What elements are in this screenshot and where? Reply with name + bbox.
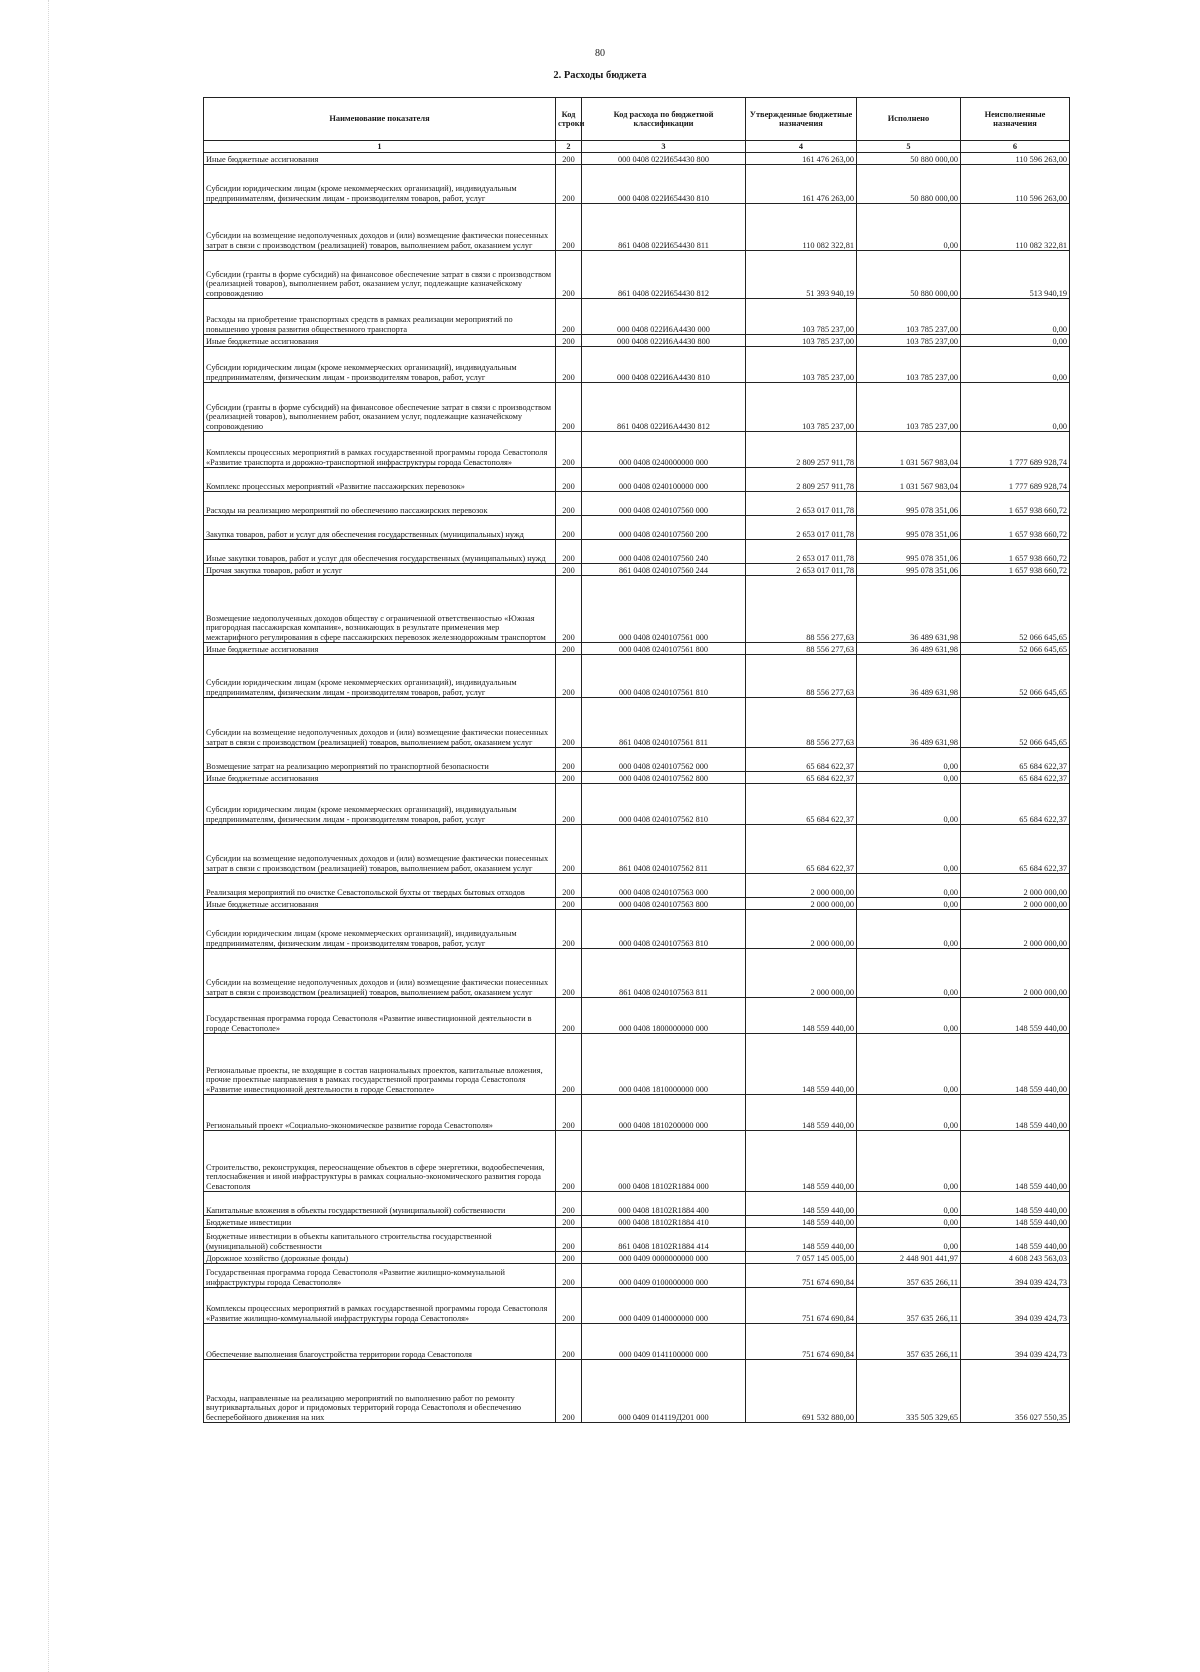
row-approved: 751 674 690,84 (746, 1324, 857, 1360)
expenses-table (203, 97, 1070, 1423)
row-name: Возмещение недополученных доходов обществу с ограниченной ответственностью «Южная пригородная пассажирская компания», возникающих в результате применения мер межтарифного регулирования в сфере пассажирских перевозок железнодорожным транспортом (204, 576, 556, 643)
row-budget-code: 000 0408 1800000000 000 (582, 998, 746, 1034)
row-budget-code: 000 0409 0141100000 000 (582, 1324, 746, 1360)
row-unexecuted: 52 066 645,65 (961, 698, 1070, 748)
row-name: Иные закупки товаров, работ и услуг для обеспечения государственных (муниципальных) нужд (204, 540, 556, 564)
row-approved: 2 653 017 011,78 (746, 516, 857, 540)
row-approved: 51 393 940,19 (746, 251, 857, 299)
header-line-code: Код строки (556, 98, 582, 141)
row-budget-code: 000 0408 0240107561 000 (582, 576, 746, 643)
table-row (204, 1228, 1070, 1252)
row-line-code: 200 (556, 1324, 582, 1360)
row-line-code: 200 (556, 204, 582, 251)
row-unexecuted: 0,00 (961, 347, 1070, 383)
row-name: Расходы, направленные на реализацию мероприятий по выполнению работ по ремонту внутриквартальных дорог и придомовых территорий города Севастополя и обеспечению бесперебойного движения на них (204, 1360, 556, 1423)
row-name: Прочая закупка товаров, работ и услуг (204, 564, 556, 576)
row-unexecuted: 110 596 263,00 (961, 153, 1070, 165)
table-row (204, 1216, 1070, 1228)
row-line-code: 200 (556, 998, 582, 1034)
header-unexecuted: Неисполненные назначения (961, 98, 1070, 141)
row-unexecuted: 394 039 424,73 (961, 1288, 1070, 1324)
row-name: Расходы на приобретение транспортных средств в рамках реализации мероприятий по повышению уровня развития общественного транспорта (204, 299, 556, 335)
row-approved: 65 684 622,37 (746, 748, 857, 772)
table-row (204, 784, 1070, 825)
row-executed: 50 880 000,00 (857, 165, 961, 204)
row-approved: 148 559 440,00 (746, 1034, 857, 1095)
row-executed: 0,00 (857, 1131, 961, 1192)
row-executed: 0,00 (857, 910, 961, 949)
row-budget-code: 000 0408 0240107560 240 (582, 540, 746, 564)
row-approved: 2 000 000,00 (746, 898, 857, 910)
row-name: Комплекс процессных мероприятий «Развитие пассажирских перевозок» (204, 468, 556, 492)
table-row (204, 998, 1070, 1034)
row-approved: 65 684 622,37 (746, 784, 857, 825)
row-executed: 357 635 266,11 (857, 1324, 961, 1360)
row-line-code: 200 (556, 576, 582, 643)
row-line-code: 200 (556, 516, 582, 540)
row-executed: 0,00 (857, 949, 961, 998)
row-name: Закупка товаров, работ и услуг для обеспечения государственных (муниципальных) нужд (204, 516, 556, 540)
table-row (204, 898, 1070, 910)
row-approved: 2 809 257 911,78 (746, 432, 857, 468)
table-row (204, 949, 1070, 998)
table-row (204, 347, 1070, 383)
row-executed: 103 785 237,00 (857, 383, 961, 432)
row-unexecuted: 1 657 938 660,72 (961, 492, 1070, 516)
row-executed: 0,00 (857, 748, 961, 772)
row-executed: 0,00 (857, 784, 961, 825)
row-approved: 148 559 440,00 (746, 1192, 857, 1216)
row-unexecuted: 2 000 000,00 (961, 949, 1070, 998)
scan-margin-line (48, 0, 49, 1672)
row-unexecuted: 394 039 424,73 (961, 1264, 1070, 1288)
table-row (204, 1192, 1070, 1216)
row-approved: 2 653 017 011,78 (746, 564, 857, 576)
row-name: Субсидии юридическим лицам (кроме некоммерческих организаций), индивидуальным предпринимателям, физическим лицам - производителям товаров, работ, услуг (204, 165, 556, 204)
row-unexecuted: 1 777 689 928,74 (961, 432, 1070, 468)
row-line-code: 200 (556, 1131, 582, 1192)
row-unexecuted: 148 559 440,00 (961, 1095, 1070, 1131)
table-row (204, 825, 1070, 874)
table-row (204, 1131, 1070, 1192)
row-unexecuted: 65 684 622,37 (961, 784, 1070, 825)
row-unexecuted: 2 000 000,00 (961, 910, 1070, 949)
row-budget-code: 000 0408 0240100000 000 (582, 468, 746, 492)
table-row (204, 165, 1070, 204)
row-budget-code: 000 0408 0240107562 810 (582, 784, 746, 825)
row-name: Иные бюджетные ассигнования (204, 898, 556, 910)
row-approved: 751 674 690,84 (746, 1288, 857, 1324)
row-approved: 103 785 237,00 (746, 335, 857, 347)
table-row (204, 1324, 1070, 1360)
row-name: Иные бюджетные ассигнования (204, 335, 556, 347)
row-unexecuted: 65 684 622,37 (961, 825, 1070, 874)
row-approved: 161 476 263,00 (746, 153, 857, 165)
row-approved: 2 000 000,00 (746, 910, 857, 949)
row-line-code: 200 (556, 564, 582, 576)
row-executed: 0,00 (857, 874, 961, 898)
row-name: Капитальные вложения в объекты государственной (муниципальной) собственности (204, 1192, 556, 1216)
header-budget-code: Код расхода по бюджетной классификации (582, 98, 746, 141)
row-line-code: 200 (556, 153, 582, 165)
row-line-code: 200 (556, 1252, 582, 1264)
table-row (204, 772, 1070, 784)
row-line-code: 200 (556, 432, 582, 468)
row-line-code: 200 (556, 1264, 582, 1288)
row-budget-code: 861 0408 0240107560 244 (582, 564, 746, 576)
row-approved: 148 559 440,00 (746, 1131, 857, 1192)
row-unexecuted: 0,00 (961, 335, 1070, 347)
row-executed: 36 489 631,98 (857, 655, 961, 698)
row-unexecuted: 148 559 440,00 (961, 998, 1070, 1034)
row-unexecuted: 394 039 424,73 (961, 1324, 1070, 1360)
row-unexecuted: 1 777 689 928,74 (961, 468, 1070, 492)
table-row (204, 153, 1070, 165)
row-unexecuted: 1 657 938 660,72 (961, 516, 1070, 540)
row-name: Комплексы процессных мероприятий в рамках государственной программы города Севастополя «Развитие транспорта и дорожно-транспортной инфраструктуры города Севастополя» (204, 432, 556, 468)
row-name: Субсидии юридическим лицам (кроме некоммерческих организаций), индивидуальным предпринимателям, физическим лицам - производителям товаров, работ, услуг (204, 655, 556, 698)
row-budget-code: 000 0408 0240107563 810 (582, 910, 746, 949)
row-approved: 2 809 257 911,78 (746, 468, 857, 492)
row-budget-code: 000 0408 0240107560 200 (582, 516, 746, 540)
row-approved: 691 532 880,00 (746, 1360, 857, 1423)
row-executed: 0,00 (857, 998, 961, 1034)
row-budget-code: 000 0408 1810200000 000 (582, 1095, 746, 1131)
row-approved: 751 674 690,84 (746, 1264, 857, 1288)
row-unexecuted: 52 066 645,65 (961, 576, 1070, 643)
row-executed: 995 078 351,06 (857, 540, 961, 564)
table-row (204, 643, 1070, 655)
table-row (204, 1252, 1070, 1264)
row-approved: 88 556 277,63 (746, 655, 857, 698)
table-row (204, 540, 1070, 564)
table-header-row (204, 98, 1070, 141)
header-executed: Исполнено (857, 98, 961, 141)
row-line-code: 200 (556, 1288, 582, 1324)
row-line-code: 200 (556, 784, 582, 825)
row-name: Бюджетные инвестиции в объекты капитального строительства государственной (муниципальной) собственности (204, 1228, 556, 1252)
row-name: Субсидии на возмещение недополученных доходов и (или) возмещение фактически понесенных затрат в связи с производством (реализацией) товаров, выполнением работ, оказанием услуг (204, 949, 556, 998)
row-approved: 103 785 237,00 (746, 299, 857, 335)
table-row (204, 655, 1070, 698)
row-line-code: 200 (556, 1216, 582, 1228)
row-name: Субсидии юридическим лицам (кроме некоммерческих организаций), индивидуальным предпринимателям, физическим лицам - производителям товаров, работ, услуг (204, 784, 556, 825)
row-name: Строительство, реконструкция, переоснащение объектов в сфере энергетики, водообеспечения, теплоснабжения и иной инфраструктуры в рамках социально-экономического развития города Севастополя (204, 1131, 556, 1192)
row-unexecuted: 1 657 938 660,72 (961, 540, 1070, 564)
row-executed: 1 031 567 983,04 (857, 432, 961, 468)
row-line-code: 200 (556, 383, 582, 432)
row-executed: 0,00 (857, 1034, 961, 1095)
column-number: 3 (582, 141, 746, 153)
row-line-code: 200 (556, 748, 582, 772)
row-name: Региональные проекты, не входящие в состав национальных проектов, капитальные вложения, прочие проектные направления в рамках государственной программы города Севастополя «Развитие инвестиционной деятельности в городе Севастополе» (204, 1034, 556, 1095)
table-row (204, 1034, 1070, 1095)
row-unexecuted: 52 066 645,65 (961, 643, 1070, 655)
row-approved: 2 000 000,00 (746, 949, 857, 998)
row-line-code: 200 (556, 1228, 582, 1252)
row-name: Обеспечение выполнения благоустройства территории города Севастополя (204, 1324, 556, 1360)
table-row (204, 299, 1070, 335)
row-name: Иные бюджетные ассигнования (204, 153, 556, 165)
row-executed: 995 078 351,06 (857, 564, 961, 576)
row-budget-code: 000 0408 0240107563 800 (582, 898, 746, 910)
row-line-code: 200 (556, 910, 582, 949)
row-name: Иные бюджетные ассигнования (204, 772, 556, 784)
row-budget-code: 000 0409 014119Д201 000 (582, 1360, 746, 1423)
row-name: Региональный проект «Социально-экономическое развитие города Севастополя» (204, 1095, 556, 1131)
row-executed: 50 880 000,00 (857, 251, 961, 299)
row-budget-code: 861 0408 18102R1884 414 (582, 1228, 746, 1252)
row-approved: 2 653 017 011,78 (746, 540, 857, 564)
row-executed: 0,00 (857, 1216, 961, 1228)
row-budget-code: 000 0409 0100000000 000 (582, 1264, 746, 1288)
table-row (204, 698, 1070, 748)
row-budget-code: 861 0408 0240107561 811 (582, 698, 746, 748)
row-executed: 36 489 631,98 (857, 643, 961, 655)
row-executed: 36 489 631,98 (857, 576, 961, 643)
row-unexecuted: 148 559 440,00 (961, 1228, 1070, 1252)
row-name: Реализация мероприятий по очистке Севастопольской бухты от твердых бытовых отходов (204, 874, 556, 898)
row-budget-code: 000 0408 022И6А4430 000 (582, 299, 746, 335)
row-name: Субсидии на возмещение недополученных доходов и (или) возмещение фактически понесенных затрат в связи с производством (реализацией) товаров, выполнением работ, оказанием услуг (204, 204, 556, 251)
row-unexecuted: 148 559 440,00 (961, 1192, 1070, 1216)
row-budget-code: 861 0408 0240107563 811 (582, 949, 746, 998)
row-budget-code: 861 0408 022И654430 812 (582, 251, 746, 299)
table-row (204, 564, 1070, 576)
row-unexecuted: 0,00 (961, 299, 1070, 335)
row-line-code: 200 (556, 825, 582, 874)
row-line-code: 200 (556, 643, 582, 655)
row-unexecuted: 110 082 322,81 (961, 204, 1070, 251)
row-line-code: 200 (556, 492, 582, 516)
row-line-code: 200 (556, 335, 582, 347)
row-line-code: 200 (556, 949, 582, 998)
row-executed: 995 078 351,06 (857, 492, 961, 516)
row-budget-code: 000 0409 0000000000 000 (582, 1252, 746, 1264)
row-unexecuted: 65 684 622,37 (961, 748, 1070, 772)
row-line-code: 200 (556, 251, 582, 299)
table-body (204, 153, 1070, 1423)
row-executed: 0,00 (857, 1228, 961, 1252)
row-budget-code: 000 0408 18102R1884 410 (582, 1216, 746, 1228)
row-budget-code: 000 0408 0240107563 000 (582, 874, 746, 898)
row-approved: 65 684 622,37 (746, 772, 857, 784)
row-line-code: 200 (556, 299, 582, 335)
row-budget-code: 000 0408 1810000000 000 (582, 1034, 746, 1095)
row-approved: 148 559 440,00 (746, 1228, 857, 1252)
row-budget-code: 000 0408 022И6А4430 810 (582, 347, 746, 383)
table-row (204, 204, 1070, 251)
table-row (204, 492, 1070, 516)
row-unexecuted: 1 657 938 660,72 (961, 564, 1070, 576)
table-row (204, 748, 1070, 772)
row-line-code: 200 (556, 772, 582, 784)
row-line-code: 200 (556, 698, 582, 748)
row-budget-code: 000 0408 0240107562 800 (582, 772, 746, 784)
row-executed: 0,00 (857, 772, 961, 784)
row-budget-code: 000 0408 0240107560 000 (582, 492, 746, 516)
column-numbers-row (204, 141, 1070, 153)
row-executed: 0,00 (857, 1095, 961, 1131)
row-unexecuted: 2 000 000,00 (961, 898, 1070, 910)
row-approved: 7 057 145 005,00 (746, 1252, 857, 1264)
table-row (204, 335, 1070, 347)
row-unexecuted: 2 000 000,00 (961, 874, 1070, 898)
header-approved: Утвержденные бюджетные назначения (746, 98, 857, 141)
section-title: 2. Расходы бюджета (553, 70, 647, 81)
row-executed: 103 785 237,00 (857, 347, 961, 383)
table-row (204, 1360, 1070, 1423)
row-approved: 2 653 017 011,78 (746, 492, 857, 516)
row-line-code: 200 (556, 898, 582, 910)
row-executed: 995 078 351,06 (857, 516, 961, 540)
row-budget-code: 861 0408 022И6А4430 812 (582, 383, 746, 432)
row-line-code: 200 (556, 1034, 582, 1095)
row-budget-code: 000 0408 022И6А4430 800 (582, 335, 746, 347)
row-line-code: 200 (556, 1095, 582, 1131)
table-row (204, 516, 1070, 540)
row-executed: 0,00 (857, 825, 961, 874)
row-executed: 103 785 237,00 (857, 299, 961, 335)
row-budget-code: 000 0408 18102R1884 400 (582, 1192, 746, 1216)
row-unexecuted: 148 559 440,00 (961, 1034, 1070, 1095)
row-unexecuted: 513 940,19 (961, 251, 1070, 299)
row-name: Субсидии на возмещение недополученных доходов и (или) возмещение фактически понесенных затрат в связи с производством (реализацией) товаров, выполнением работ, оказанием услуг (204, 698, 556, 748)
table-row (204, 1288, 1070, 1324)
row-approved: 88 556 277,63 (746, 576, 857, 643)
table-row (204, 383, 1070, 432)
row-budget-code: 000 0408 0240107561 810 (582, 655, 746, 698)
row-name: Государственная программа города Севастополя «Развитие жилищно-коммунальной инфраструктуры города Севастополя» (204, 1264, 556, 1288)
row-name: Иные бюджетные ассигнования (204, 643, 556, 655)
row-name: Субсидии на возмещение недополученных доходов и (или) возмещение фактически понесенных затрат в связи с производством (реализацией) товаров, выполнением работ, оказанием услуг (204, 825, 556, 874)
row-approved: 148 559 440,00 (746, 1216, 857, 1228)
row-unexecuted: 65 684 622,37 (961, 772, 1070, 784)
row-budget-code: 861 0408 0240107562 811 (582, 825, 746, 874)
row-executed: 36 489 631,98 (857, 698, 961, 748)
row-name: Субсидии (гранты в форме субсидий) на финансовое обеспечение затрат в связи с производством (реализацией товаров), выполнением работ, оказанием услуг, подлежащие казначейскому сопровождению (204, 251, 556, 299)
row-approved: 148 559 440,00 (746, 998, 857, 1034)
row-budget-code: 000 0408 0240000000 000 (582, 432, 746, 468)
row-budget-code: 000 0409 0140000000 000 (582, 1288, 746, 1324)
row-unexecuted: 148 559 440,00 (961, 1131, 1070, 1192)
row-name: Расходы на реализацию мероприятий по обеспечению пассажирских перевозок (204, 492, 556, 516)
row-budget-code: 861 0408 022И654430 811 (582, 204, 746, 251)
row-approved: 103 785 237,00 (746, 347, 857, 383)
row-line-code: 200 (556, 165, 582, 204)
row-executed: 357 635 266,11 (857, 1288, 961, 1324)
row-budget-code: 000 0408 0240107562 000 (582, 748, 746, 772)
table-row (204, 251, 1070, 299)
row-line-code: 200 (556, 1192, 582, 1216)
row-executed: 103 785 237,00 (857, 335, 961, 347)
table-row (204, 874, 1070, 898)
row-approved: 110 082 322,81 (746, 204, 857, 251)
row-approved: 88 556 277,63 (746, 698, 857, 748)
row-unexecuted: 52 066 645,65 (961, 655, 1070, 698)
row-budget-code: 000 0408 0240107561 800 (582, 643, 746, 655)
column-number: 5 (857, 141, 961, 153)
row-executed: 0,00 (857, 1192, 961, 1216)
page-number: 80 (595, 48, 605, 59)
row-line-code: 200 (556, 540, 582, 564)
row-line-code: 200 (556, 874, 582, 898)
row-line-code: 200 (556, 655, 582, 698)
row-name: Бюджетные инвестиции (204, 1216, 556, 1228)
row-approved: 103 785 237,00 (746, 383, 857, 432)
row-name: Дорожное хозяйство (дорожные фонды) (204, 1252, 556, 1264)
row-unexecuted: 148 559 440,00 (961, 1216, 1070, 1228)
row-unexecuted: 110 596 263,00 (961, 165, 1070, 204)
row-name: Субсидии юридическим лицам (кроме некоммерческих организаций), индивидуальным предпринимателям, физическим лицам - производителям товаров, работ, услуг (204, 347, 556, 383)
row-name: Государственная программа города Севастополя «Развитие инвестиционной деятельности в городе Севастополе» (204, 998, 556, 1034)
table-row (204, 576, 1070, 643)
row-approved: 148 559 440,00 (746, 1095, 857, 1131)
row-unexecuted: 4 608 243 563,03 (961, 1252, 1070, 1264)
row-unexecuted: 356 027 550,35 (961, 1360, 1070, 1423)
row-name: Субсидии юридическим лицам (кроме некоммерческих организаций), индивидуальным предпринимателям, физическим лицам - производителям товаров, работ, услуг (204, 910, 556, 949)
row-line-code: 200 (556, 347, 582, 383)
row-approved: 161 476 263,00 (746, 165, 857, 204)
column-number: 6 (961, 141, 1070, 153)
table-row (204, 1095, 1070, 1131)
column-number: 1 (204, 141, 556, 153)
row-executed: 1 031 567 983,04 (857, 468, 961, 492)
row-executed: 0,00 (857, 204, 961, 251)
column-number: 4 (746, 141, 857, 153)
row-executed: 335 505 329,65 (857, 1360, 961, 1423)
row-unexecuted: 0,00 (961, 383, 1070, 432)
column-number: 2 (556, 141, 582, 153)
row-executed: 357 635 266,11 (857, 1264, 961, 1288)
row-line-code: 200 (556, 468, 582, 492)
row-name: Комплексы процессных мероприятий в рамках государственной программы города Севастополя «Развитие жилищно-коммунальной инфраструктуры города Севастополя» (204, 1288, 556, 1324)
row-budget-code: 000 0408 18102R1884 000 (582, 1131, 746, 1192)
table-row (204, 910, 1070, 949)
row-budget-code: 000 0408 022И654430 810 (582, 165, 746, 204)
header-name: Наименование показателя (204, 98, 556, 141)
table-row (204, 432, 1070, 468)
table-row (204, 1264, 1070, 1288)
row-approved: 88 556 277,63 (746, 643, 857, 655)
row-executed: 0,00 (857, 898, 961, 910)
row-name: Возмещение затрат на реализацию мероприятий по транспортной безопасности (204, 748, 556, 772)
row-executed: 50 880 000,00 (857, 153, 961, 165)
row-name: Субсидии (гранты в форме субсидий) на финансовое обеспечение затрат в связи с производством (реализацией товаров), выполнением работ, оказанием услуг, подлежащие казначейскому сопровождению (204, 383, 556, 432)
row-executed: 2 448 901 441,97 (857, 1252, 961, 1264)
row-approved: 2 000 000,00 (746, 874, 857, 898)
row-budget-code: 000 0408 022И654430 800 (582, 153, 746, 165)
row-line-code: 200 (556, 1360, 582, 1423)
table-row (204, 468, 1070, 492)
row-approved: 65 684 622,37 (746, 825, 857, 874)
